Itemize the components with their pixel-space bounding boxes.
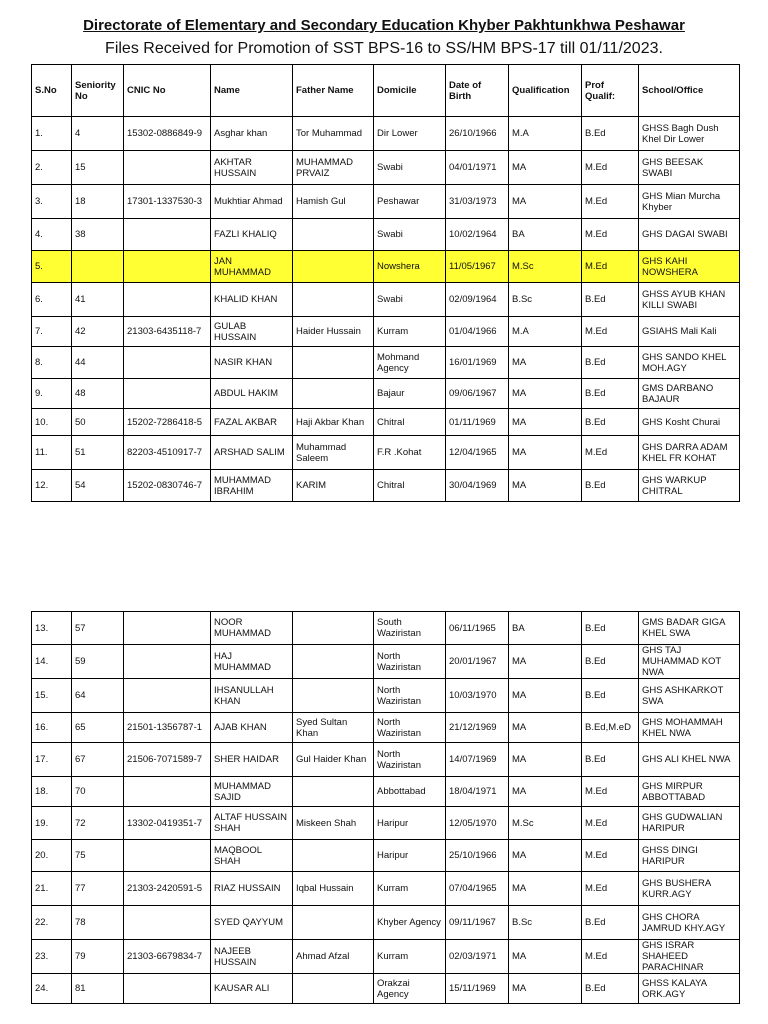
qualification-cell: MA [509, 347, 582, 379]
table-row [32, 679, 740, 713]
cnic-cell [124, 379, 211, 409]
qualification-cell: M.A [509, 317, 582, 347]
dob-cell: 02/09/1964 [446, 283, 509, 317]
name-cell: NOOR MUHAMMAD [211, 612, 293, 645]
prof-qualif-cell: M.Ed [582, 436, 639, 470]
father-name-cell [293, 347, 374, 379]
dob-cell: 25/10/1966 [446, 840, 509, 872]
dob-cell: 30/04/1969 [446, 470, 509, 502]
prof-qualif-cell: M.Ed [582, 840, 639, 872]
table-row [32, 470, 740, 502]
qualification-cell: MA [509, 872, 582, 906]
domicile-cell: North Waziristan [374, 645, 446, 679]
sno-cell: 1. [32, 117, 72, 151]
seniority-cell: 41 [72, 283, 124, 317]
seniority-cell: 54 [72, 470, 124, 502]
school-cell: GHS GUDWALIAN HARIPUR [639, 807, 740, 840]
cnic-cell [124, 906, 211, 940]
domicile-cell: Peshawar [374, 185, 446, 219]
cnic-cell: 15202-0830746-7 [124, 470, 211, 502]
school-cell: GHSS KALAYA ORK.AGY [639, 974, 740, 1004]
dob-cell: 31/03/1973 [446, 185, 509, 219]
father-name-cell [293, 379, 374, 409]
prof-qualif-cell: B.Ed [582, 347, 639, 379]
table-row [32, 974, 740, 1004]
seniority-cell: 18 [72, 185, 124, 219]
domicile-cell: Swabi [374, 283, 446, 317]
school-cell: GHS TAJ MUHAMMAD KOT NWA [639, 645, 740, 679]
qualification-cell: MA [509, 974, 582, 1004]
dob-cell: 01/11/1969 [446, 409, 509, 436]
seniority-cell: 70 [72, 777, 124, 807]
seniority-cell: 4 [72, 117, 124, 151]
father-name-cell: Haji Akbar Khan [293, 409, 374, 436]
domicile-cell: Haripur [374, 807, 446, 840]
table-row [32, 317, 740, 347]
sno-cell: 3. [32, 185, 72, 219]
dob-cell: 16/01/1969 [446, 347, 509, 379]
cnic-cell: 15202-7286418-5 [124, 409, 211, 436]
col-header-sno: S.No [32, 65, 72, 117]
sno-cell: 12. [32, 470, 72, 502]
qualification-cell: BA [509, 612, 582, 645]
prof-qualif-cell: M.Ed [582, 251, 639, 283]
table-row [32, 743, 740, 777]
school-cell: GHSS AYUB KHAN KILLI SWABI [639, 283, 740, 317]
cnic-cell [124, 679, 211, 713]
table-row [32, 713, 740, 743]
school-cell: GHS ASHKARKOT SWA [639, 679, 740, 713]
domicile-cell: Swabi [374, 219, 446, 251]
dob-cell: 21/12/1969 [446, 713, 509, 743]
domicile-cell: Kurram [374, 940, 446, 974]
father-name-cell [293, 251, 374, 283]
qualification-cell: MA [509, 840, 582, 872]
name-cell: KAUSAR ALI [211, 974, 293, 1004]
prof-qualif-cell: M.Ed [582, 872, 639, 906]
qualification-cell: MA [509, 940, 582, 974]
dob-cell: 14/07/1969 [446, 743, 509, 777]
name-cell: ALTAF HUSSAIN SHAH [211, 807, 293, 840]
table-row [32, 409, 740, 436]
cnic-cell [124, 151, 211, 185]
prof-qualif-cell: B.Ed [582, 612, 639, 645]
father-name-cell [293, 219, 374, 251]
prof-qualif-cell: B.Ed [582, 645, 639, 679]
school-cell: GHS ALI KHEL NWA [639, 743, 740, 777]
seniority-cell: 81 [72, 974, 124, 1004]
sno-cell: 19. [32, 807, 72, 840]
seniority-cell: 75 [72, 840, 124, 872]
name-cell: NAJEEB HUSSAIN [211, 940, 293, 974]
dob-cell: 12/05/1970 [446, 807, 509, 840]
cnic-cell: 13302-0419351-7 [124, 807, 211, 840]
seniority-cell: 79 [72, 940, 124, 974]
school-cell: GHS SANDO KHEL MOH.AGY [639, 347, 740, 379]
sno-cell: 5. [32, 251, 72, 283]
seniority-cell: 72 [72, 807, 124, 840]
table-row [32, 807, 740, 840]
domicile-cell: Swabi [374, 151, 446, 185]
qualification-cell: MA [509, 743, 582, 777]
title-text: Directorate of Elementary and Secondary Education Khyber Pakhtunkhwa Peshawar [83, 17, 685, 34]
school-cell: GHS MOHAMMAH KHEL NWA [639, 713, 740, 743]
school-cell: GHS BEESAK SWABI [639, 151, 740, 185]
promotion-table-page-2 [31, 611, 740, 1004]
qualification-cell: MA [509, 436, 582, 470]
qualification-cell: M.Sc [509, 807, 582, 840]
dob-cell: 06/11/1965 [446, 612, 509, 645]
school-cell: GHS MIRPUR ABBOTTABAD [639, 777, 740, 807]
dob-cell: 09/11/1967 [446, 906, 509, 940]
domicile-cell: Orakzai Agency [374, 974, 446, 1004]
domicile-cell: Chitral [374, 470, 446, 502]
prof-qualif-cell: B.Ed [582, 117, 639, 151]
sno-cell: 13. [32, 612, 72, 645]
table-header-row [32, 65, 740, 117]
father-name-cell [293, 974, 374, 1004]
domicile-cell: Kurram [374, 317, 446, 347]
father-name-cell: Miskeen Shah [293, 807, 374, 840]
prof-qualif-cell: B.Ed [582, 470, 639, 502]
school-cell: GMS DARBANO BAJAUR [639, 379, 740, 409]
domicile-cell: Mohmand Agency [374, 347, 446, 379]
father-name-cell: Muhammad Saleem [293, 436, 374, 470]
father-name-cell: Gul Haider Khan [293, 743, 374, 777]
table-row [32, 612, 740, 645]
name-cell: GULAB HUSSAIN [211, 317, 293, 347]
domicile-cell: North Waziristan [374, 743, 446, 777]
name-cell: FAZLI KHALIQ [211, 219, 293, 251]
cnic-cell [124, 612, 211, 645]
domicile-cell: Nowshera [374, 251, 446, 283]
prof-qualif-cell: B.Ed [582, 283, 639, 317]
prof-qualif-cell: M.Ed [582, 807, 639, 840]
domicile-cell: Khyber Agency [374, 906, 446, 940]
sno-cell: 23. [32, 940, 72, 974]
name-cell: ABDUL HAKIM [211, 379, 293, 409]
table-row [32, 151, 740, 185]
cnic-cell: 21506-7071589-7 [124, 743, 211, 777]
sno-cell: 9. [32, 379, 72, 409]
school-cell: GHSS DINGI HARIPUR [639, 840, 740, 872]
col-header-qualification: Qualification [509, 65, 582, 117]
cnic-cell [124, 840, 211, 872]
father-name-cell [293, 645, 374, 679]
sno-cell: 24. [32, 974, 72, 1004]
prof-qualif-cell: B.Ed [582, 743, 639, 777]
dob-cell: 11/05/1967 [446, 251, 509, 283]
name-cell: SHER HAIDAR [211, 743, 293, 777]
sno-cell: 2. [32, 151, 72, 185]
school-cell: GHS CHORA JAMRUD KHY.AGY [639, 906, 740, 940]
name-cell: ARSHAD SALIM [211, 436, 293, 470]
col-header-seniority: Seniority No [72, 65, 124, 117]
domicile-cell: Bajaur [374, 379, 446, 409]
seniority-cell: 57 [72, 612, 124, 645]
cnic-cell [124, 974, 211, 1004]
sno-cell: 18. [32, 777, 72, 807]
qualification-cell: MA [509, 645, 582, 679]
name-cell: IHSANULLAH KHAN [211, 679, 293, 713]
name-cell: JAN MUHAMMAD [211, 251, 293, 283]
school-cell: GSIAHS Mali Kali [639, 317, 740, 347]
school-cell: GHS ISRAR SHAHEED PARACHINAR [639, 940, 740, 974]
sno-cell: 10. [32, 409, 72, 436]
cnic-cell [124, 283, 211, 317]
prof-qualif-cell: M.Ed [582, 317, 639, 347]
table-row [32, 906, 740, 940]
name-cell: HAJ MUHAMMAD [211, 645, 293, 679]
name-cell: KHALID KHAN [211, 283, 293, 317]
school-cell: GHS Kosht Churai [639, 409, 740, 436]
father-name-cell [293, 283, 374, 317]
qualification-cell: B.Sc [509, 283, 582, 317]
prof-qualif-cell: M.Ed [582, 219, 639, 251]
cnic-cell: 21303-6435118-7 [124, 317, 211, 347]
col-header-domicile: Domicile [374, 65, 446, 117]
seniority-cell: 42 [72, 317, 124, 347]
col-header-father-name: Father Name [293, 65, 374, 117]
name-cell: AJAB KHAN [211, 713, 293, 743]
sno-cell: 22. [32, 906, 72, 940]
qualification-cell: MA [509, 379, 582, 409]
qualification-cell: MA [509, 409, 582, 436]
school-cell: GHS WARKUP CHITRAL [639, 470, 740, 502]
col-header-prof-qualif: Prof Qualif: [582, 65, 639, 117]
domicile-cell: F.R .Kohat [374, 436, 446, 470]
domicile-cell: Haripur [374, 840, 446, 872]
dob-cell: 10/02/1964 [446, 219, 509, 251]
qualification-cell: MA [509, 713, 582, 743]
prof-qualif-cell: M.Ed [582, 777, 639, 807]
promotion-table-page-1 [31, 64, 740, 502]
seniority-cell: 64 [72, 679, 124, 713]
col-header-name: Name [211, 65, 293, 117]
table-row [32, 645, 740, 679]
name-cell: RIAZ HUSSAIN [211, 872, 293, 906]
seniority-cell: 15 [72, 151, 124, 185]
domicile-cell: North Waziristan [374, 679, 446, 713]
table-row [32, 283, 740, 317]
father-name-cell: Syed Sultan Khan [293, 713, 374, 743]
domicile-cell: Kurram [374, 872, 446, 906]
dob-cell: 26/10/1966 [446, 117, 509, 151]
prof-qualif-cell: M.Ed [582, 151, 639, 185]
cnic-cell: 15302-0886849-9 [124, 117, 211, 151]
father-name-cell: Hamish Gul [293, 185, 374, 219]
table-row [32, 872, 740, 906]
school-cell: GHS KAHI NOWSHERA [639, 251, 740, 283]
table-row [32, 117, 740, 151]
prof-qualif-cell: B.Ed,M.eD [582, 713, 639, 743]
domicile-cell: Dir Lower [374, 117, 446, 151]
document-subtitle: Files Received for Promotion of SST BPS-16 to SS/HM BPS-17 till 01/11/2023. [105, 40, 663, 57]
name-cell: FAZAL AKBAR [211, 409, 293, 436]
prof-qualif-cell: M.Ed [582, 940, 639, 974]
seniority-cell: 77 [72, 872, 124, 906]
cnic-cell [124, 347, 211, 379]
table-row [32, 185, 740, 219]
table-row [32, 251, 740, 283]
dob-cell: 09/06/1967 [446, 379, 509, 409]
cnic-cell [124, 777, 211, 807]
seniority-cell: 38 [72, 219, 124, 251]
seniority-cell: 44 [72, 347, 124, 379]
dob-cell: 04/01/1971 [446, 151, 509, 185]
sno-cell: 17. [32, 743, 72, 777]
name-cell: AKHTAR HUSSAIN [211, 151, 293, 185]
col-header-dob: Date of Birth [446, 65, 509, 117]
school-cell: GHS DAGAI SWABI [639, 219, 740, 251]
sno-cell: 8. [32, 347, 72, 379]
prof-qualif-cell: B.Ed [582, 379, 639, 409]
father-name-cell [293, 679, 374, 713]
sno-cell: 21. [32, 872, 72, 906]
dob-cell: 07/04/1965 [446, 872, 509, 906]
seniority-cell: 78 [72, 906, 124, 940]
table-row [32, 840, 740, 872]
seniority-cell [72, 251, 124, 283]
seniority-cell: 50 [72, 409, 124, 436]
qualification-cell: MA [509, 679, 582, 713]
dob-cell: 10/03/1970 [446, 679, 509, 713]
domicile-cell: Chitral [374, 409, 446, 436]
sno-cell: 15. [32, 679, 72, 713]
father-name-cell [293, 777, 374, 807]
cnic-cell [124, 251, 211, 283]
dob-cell: 18/04/1971 [446, 777, 509, 807]
sno-cell: 20. [32, 840, 72, 872]
qualification-cell: M.Sc [509, 251, 582, 283]
seniority-cell: 67 [72, 743, 124, 777]
sno-cell: 4. [32, 219, 72, 251]
name-cell: MUHAMMAD SAJID [211, 777, 293, 807]
domicile-cell: Abbottabad [374, 777, 446, 807]
school-cell: GHS DARRA ADAM KHEL FR KOHAT [639, 436, 740, 470]
prof-qualif-cell: M.Ed [582, 185, 639, 219]
prof-qualif-cell: B.Ed [582, 906, 639, 940]
name-cell: SYED QAYYUM [211, 906, 293, 940]
cnic-cell: 21303-2420591-5 [124, 872, 211, 906]
name-cell: MUHAMMAD IBRAHIM [211, 470, 293, 502]
dob-cell: 02/03/1971 [446, 940, 509, 974]
father-name-cell: Ahmad Afzal [293, 940, 374, 974]
name-cell: NASIR KHAN [211, 347, 293, 379]
cnic-cell: 21501-1356787-1 [124, 713, 211, 743]
sno-cell: 7. [32, 317, 72, 347]
table-row [32, 436, 740, 470]
qualification-cell: MA [509, 470, 582, 502]
father-name-cell: MUHAMMAD PRVAIZ [293, 151, 374, 185]
document-title [0, 17, 768, 34]
cnic-cell: 21303-6679834-7 [124, 940, 211, 974]
cnic-cell: 17301-1337530-3 [124, 185, 211, 219]
col-header-school: School/Office [639, 65, 740, 117]
qualification-cell: M.A [509, 117, 582, 151]
dob-cell: 20/01/1967 [446, 645, 509, 679]
sno-cell: 6. [32, 283, 72, 317]
father-name-cell: Haider Hussain [293, 317, 374, 347]
father-name-cell [293, 840, 374, 872]
qualification-cell: MA [509, 151, 582, 185]
dob-cell: 01/04/1966 [446, 317, 509, 347]
name-cell: MAQBOOL SHAH [211, 840, 293, 872]
father-name-cell: Tor Muhammad [293, 117, 374, 151]
qualification-cell: MA [509, 777, 582, 807]
prof-qualif-cell: B.Ed [582, 974, 639, 1004]
school-cell: GHS Mian Murcha Khyber [639, 185, 740, 219]
seniority-cell: 59 [72, 645, 124, 679]
name-cell: Asghar khan [211, 117, 293, 151]
father-name-cell: Iqbal Hussain [293, 872, 374, 906]
father-name-cell [293, 906, 374, 940]
sno-cell: 11. [32, 436, 72, 470]
father-name-cell [293, 612, 374, 645]
name-cell: Mukhtiar Ahmad [211, 185, 293, 219]
school-cell: GHSS Bagh Dush Khel Dir Lower [639, 117, 740, 151]
table-row [32, 940, 740, 974]
school-cell: GMS BADAR GIGA KHEL SWA [639, 612, 740, 645]
col-header-cnic: CNIC No [124, 65, 211, 117]
dob-cell: 15/11/1969 [446, 974, 509, 1004]
prof-qualif-cell: B.Ed [582, 409, 639, 436]
dob-cell: 12/04/1965 [446, 436, 509, 470]
seniority-cell: 65 [72, 713, 124, 743]
cnic-cell [124, 645, 211, 679]
domicile-cell: North Waziristan [374, 713, 446, 743]
table-row [32, 777, 740, 807]
school-cell: GHS BUSHERA KURR.AGY [639, 872, 740, 906]
seniority-cell: 48 [72, 379, 124, 409]
table-row [32, 347, 740, 379]
qualification-cell: B.Sc [509, 906, 582, 940]
sno-cell: 16. [32, 713, 72, 743]
prof-qualif-cell: B.Ed [582, 679, 639, 713]
father-name-cell: KARIM [293, 470, 374, 502]
qualification-cell: MA [509, 185, 582, 219]
qualification-cell: BA [509, 219, 582, 251]
domicile-cell: South Waziristan [374, 612, 446, 645]
cnic-cell [124, 219, 211, 251]
cnic-cell: 82203-4510917-7 [124, 436, 211, 470]
sno-cell: 14. [32, 645, 72, 679]
table-row [32, 219, 740, 251]
seniority-cell: 51 [72, 436, 124, 470]
table-row [32, 379, 740, 409]
